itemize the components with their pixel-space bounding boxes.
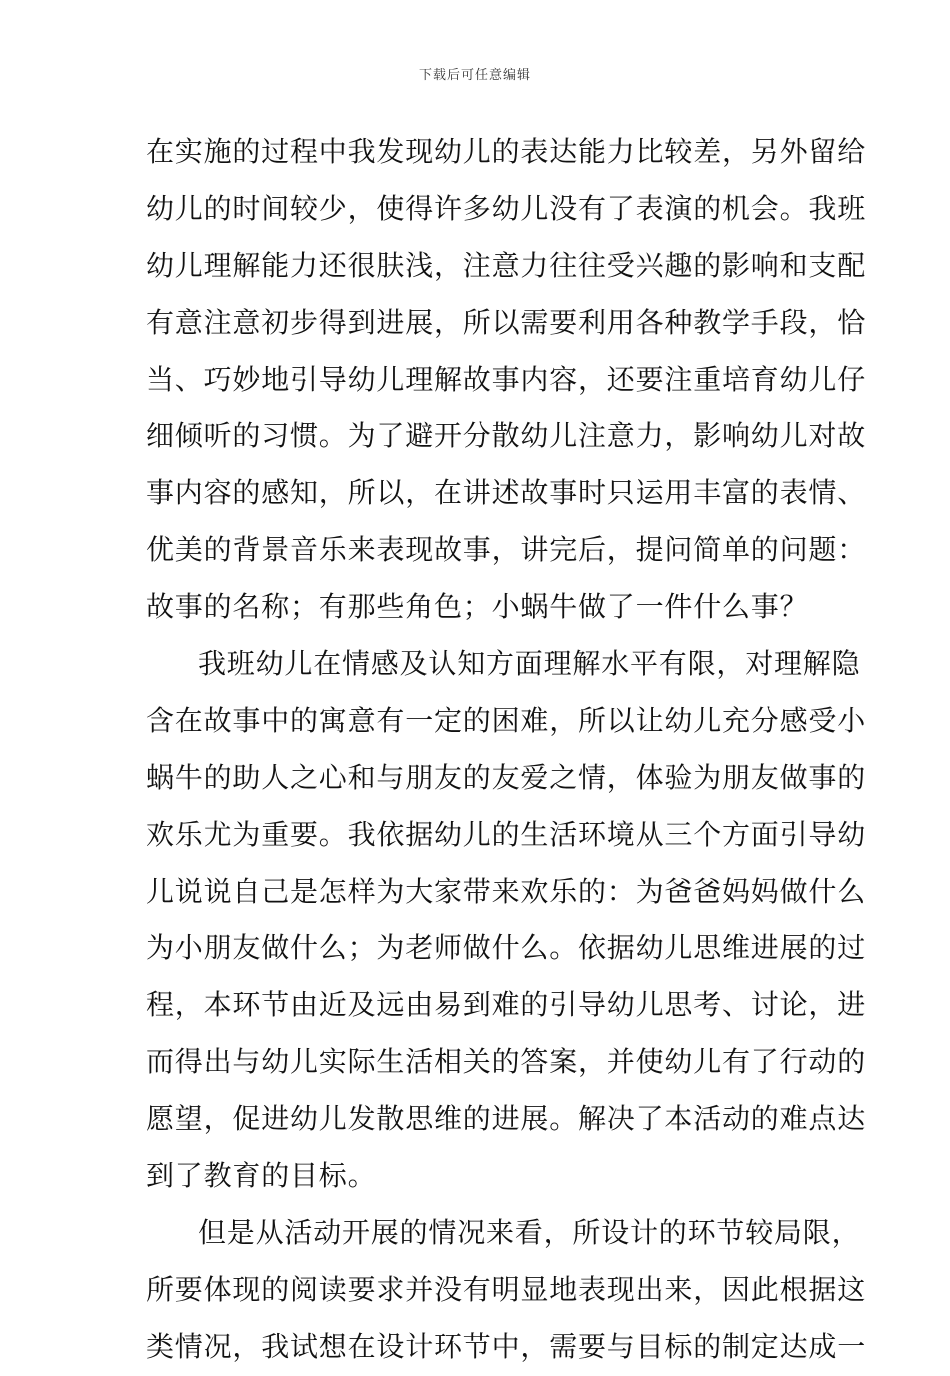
text-line: 细倾听的习惯。为了避开分散幼儿注意力，影响幼儿对故 [146, 419, 867, 453]
paragraph-2 [146, 636, 867, 1205]
text-line: 优美的背景音乐来表现故事，讲完后，提问简单的问题： [146, 533, 867, 567]
text-line: 在实施的过程中我发现幼儿的表达能力比较差，另外留给 [146, 135, 867, 168]
text-line: 我班幼儿在情感及认知方面理解水平有限，对理解隐 [198, 647, 861, 681]
document-body [146, 124, 867, 1376]
text-line: 幼儿的时间较少，使得许多幼儿没有了表演的机会。我班 [146, 191, 867, 225]
text-line: 程，本环节由近及远由易到难的引导幼儿思考、讨论，进 [146, 988, 867, 1022]
text-line: 而得出与幼儿实际生活相关的答案，并使幼儿有了行动的 [146, 1045, 867, 1079]
text-line: 含在故事中的寓意有一定的困难，所以让幼儿充分感受小 [146, 703, 867, 737]
paragraph-1 [146, 124, 867, 636]
text-line: 事内容的感知，所以，在讲述故事时只运用丰富的表情、 [146, 476, 867, 510]
text-line: 当、巧妙地引导幼儿理解故事内容，还要注重培育幼儿仔 [146, 362, 867, 396]
text-line: 但是从活动开展的情况来看，所设计的环节较局限， [198, 1215, 861, 1249]
text-line: 儿说说自己是怎样为大家带来欢乐的：为爸爸妈妈做什么 [146, 874, 867, 908]
paragraph-3 [146, 1205, 867, 1376]
text-line: 为小朋友做什么；为老师做什么。依据幼儿思维进展的过 [146, 931, 867, 965]
text-line: 愿望，促进幼儿发散思维的进展。解决了本活动的难点达 [146, 1102, 867, 1136]
text-line: 欢乐尤为重要。我依据幼儿的生活环境从三个方面引导幼 [146, 817, 867, 851]
text-line: 有意注意初步得到进展，所以需要利用各种教学手段，恰 [146, 305, 867, 339]
text-line: 类情况，我试想在设计环节中，需要与目标的制定达成一 [146, 1329, 867, 1363]
text-line: 所要体现的阅读要求并没有明显地表现出来，因此根据这 [146, 1272, 867, 1306]
text-line: 到了教育的目标。 [146, 1159, 377, 1193]
text-line: 故事的名称；有那些角色；小蜗牛做了一件什么事？ [146, 590, 809, 624]
text-line: 蜗牛的助人之心和与朋友的友爱之情，体验为朋友做事的 [146, 760, 867, 794]
header-note: 下载后可任意编辑 [418, 68, 531, 83]
text-line: 幼儿理解能力还很肤浅，注意力往往受兴趣的影响和支配 [146, 248, 867, 282]
